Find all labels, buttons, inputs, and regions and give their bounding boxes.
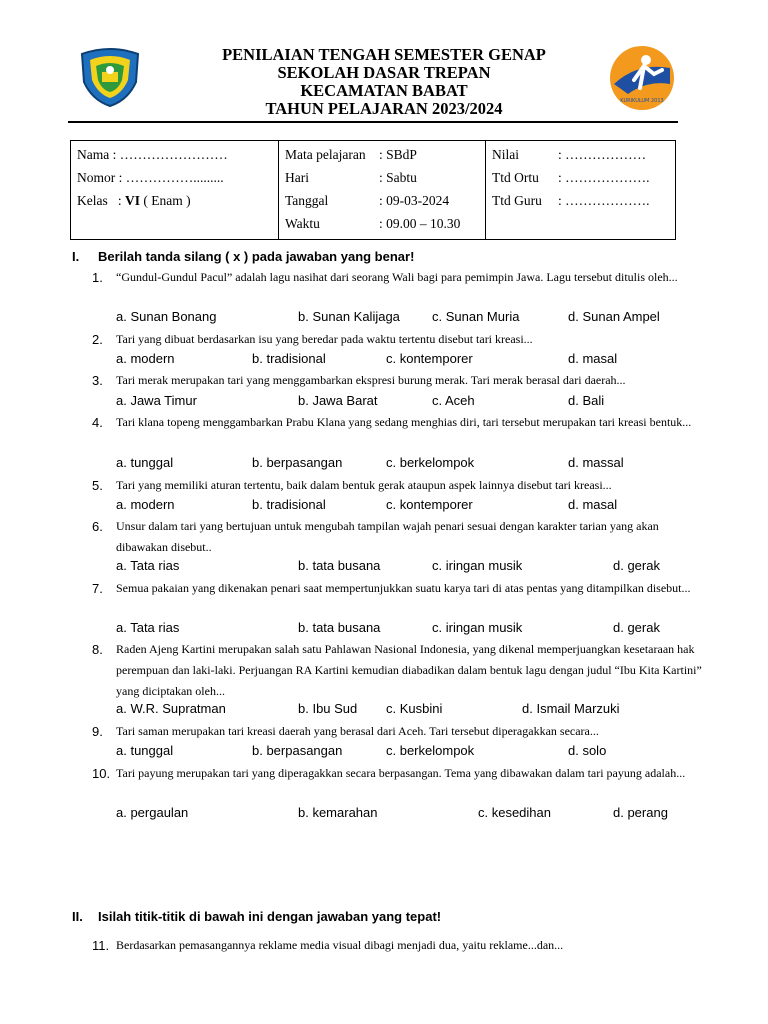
option-d[interactable]: d. massal: [568, 455, 624, 470]
option-b[interactable]: b. berpasangan: [252, 455, 343, 470]
option-a[interactable]: a. Sunan Bonang: [116, 309, 217, 324]
option-c[interactable]: c. berkelompok: [386, 743, 475, 758]
option-a[interactable]: a. modern: [116, 351, 175, 366]
option-c[interactable]: c. Aceh: [432, 393, 475, 408]
header-divider: [68, 121, 678, 123]
option-a[interactable]: a. Tata rias: [116, 620, 180, 635]
school-district-logo: [76, 46, 144, 108]
question-4-options: [116, 455, 716, 475]
teacher-signature-field: Ttd Guru : ……………….: [492, 193, 650, 208]
option-c[interactable]: c. iringan musik: [432, 620, 523, 635]
question-5-options: [116, 497, 716, 517]
option-c[interactable]: c. kontemporer: [386, 351, 473, 366]
option-b[interactable]: b. kemarahan: [298, 805, 378, 820]
option-a[interactable]: a. tunggal: [116, 743, 174, 758]
option-a[interactable]: a. Tata rias: [116, 558, 180, 573]
number-field: Nomor : …………….........: [77, 170, 224, 185]
option-a[interactable]: a. Jawa Timur: [116, 393, 197, 408]
option-b[interactable]: b. tradisional: [252, 351, 326, 366]
option-d[interactable]: d. gerak: [613, 558, 660, 573]
option-c[interactable]: c. iringan musik: [432, 558, 523, 573]
document-header: [150, 46, 618, 118]
option-b[interactable]: b. berpasangan: [252, 743, 343, 758]
question-10-options: [116, 805, 716, 825]
question-text: Tari yang dibuat berdasarkan isu yang beredar pada waktu tertentu disebut tari kreasi...: [116, 332, 533, 346]
parent-signature-field: Ttd Ortu : ……………….: [492, 170, 650, 185]
option-a[interactable]: a. tunggal: [116, 455, 174, 470]
class-value: VI: [125, 193, 141, 208]
option-a[interactable]: a. W.R. Supratman: [116, 701, 226, 716]
option-c[interactable]: c. Sunan Muria: [432, 309, 520, 324]
section-2-number: II.: [72, 909, 83, 924]
option-d[interactable]: d. solo: [568, 743, 607, 758]
identity-column-signatures: [486, 141, 676, 240]
student-identity-table: [70, 140, 676, 240]
option-c[interactable]: c. kesedihan: [478, 805, 551, 820]
header-line-2: SEKOLAH DASAR TREPAN: [277, 63, 491, 82]
question-7-options: [116, 620, 716, 640]
question-text: Semua pakaian yang dikenakan penari saat mempertunjukkan suatu karya tari di atas pentas yang ditampilkan disebut...: [116, 581, 691, 595]
option-d[interactable]: d. gerak: [613, 620, 660, 635]
option-c[interactable]: c. berkelompok: [386, 455, 475, 470]
identity-column-subject: [279, 141, 486, 240]
option-b[interactable]: b. tradisional: [252, 497, 326, 512]
question-text: Unsur dalam tari yang bertujuan untuk mengubah tampilan wajah penari sesuai dengan karakter tarian yang akan dibawakan disebut..: [116, 519, 659, 554]
score-field: Nilai : ………………: [492, 147, 647, 162]
question-text: Tari saman merupakan tari kreasi daerah yang berasal dari Aceh. Tari tersebut diperagakkan secara...: [116, 724, 599, 738]
question-9-options: [116, 743, 716, 763]
header-line-1: PENILAIAN TENGAH SEMESTER GENAP: [222, 45, 546, 64]
option-d[interactable]: d. masal: [568, 497, 618, 512]
question-8-options: [116, 701, 716, 721]
question-text: Tari payung merupakan tari yang diperagakkan secara berpasangan. Tema yang dibawakan dalam tari payung adalah...: [116, 766, 686, 780]
option-d[interactable]: d. Bali: [568, 393, 605, 408]
section-1-number: I.: [72, 249, 80, 264]
question-text: Tari klana topeng menggambarkan Prabu Klana yang sedang menghias diri, tari tersebut merupakan tari kreasi bentuk...: [116, 415, 692, 429]
subject-field: Mata pelajaran : SBdP: [285, 147, 417, 162]
option-b[interactable]: b. Ibu Sud: [298, 701, 358, 716]
header-line-4: TAHUN PELAJARAN 2023/2024: [265, 99, 503, 118]
time-field: Waktu : 09.00 – 10.30: [285, 216, 461, 231]
section-1-instruction: Berilah tanda silang ( x ) pada jawaban yang benar!: [98, 249, 415, 264]
option-c[interactable]: c. Kusbini: [386, 701, 443, 716]
question-text: Raden Ajeng Kartini merupakan salah satu Pahlawan Nasional Indonesia, yang dikenal memperjuangkan kesetaraan hak perempuan dan laki-laki. Perjuangan RA Kartini kemudian diabadikan dalam bentuk lagu dengan judul “Ibu Kita Kartini” yang diciptakan oleh...: [116, 642, 702, 698]
logo-caption: KURIKULUM 2013: [620, 98, 664, 104]
class-field: Kelas : VI ( Enam ): [77, 193, 272, 216]
question-text: Tari yang memiliki aturan tertentu, baik dalam bentuk gerak ataupun aspek lainnya disebut tari kreasi...: [116, 478, 612, 492]
section-1-heading: [72, 249, 414, 264]
question-2-options: [116, 351, 716, 371]
option-d[interactable]: d. Sunan Ampel: [568, 309, 660, 324]
day-field: Hari : Sabtu: [285, 170, 417, 185]
option-a[interactable]: a. modern: [116, 497, 175, 512]
question-3-options: [116, 393, 716, 413]
question-text: “Gundul-Gundul Pacul” adalah lagu nasihat dari seorang Wali bagi para pemimpin Jawa. Lagu tersebut ditulis oleh...: [116, 270, 678, 284]
section-2-heading: [72, 909, 441, 924]
question-text: Tari merak merupakan tari yang menggambarkan ekspresi burung merak. Tari merak berasal dari daerah...: [116, 373, 626, 387]
option-a[interactable]: a. pergaulan: [116, 805, 189, 820]
option-d[interactable]: d. Ismail Marzuki: [522, 701, 620, 716]
name-field: Nama : ……………………: [77, 147, 228, 162]
question-text: Berdasarkan pemasangannya reklame media visual dibagi menjadi dua, yaitu reklame...dan...: [116, 938, 564, 952]
section-2-instruction: Isilah titik-titik di bawah ini dengan jawaban yang tepat!: [98, 909, 442, 924]
header-line-3: KECAMATAN BABAT: [300, 81, 468, 100]
option-b[interactable]: b. tata busana: [298, 620, 381, 635]
option-d[interactable]: d. masal: [568, 351, 618, 366]
option-c[interactable]: c. kontemporer: [386, 497, 473, 512]
kurikulum-2013-logo: [608, 44, 676, 112]
date-field: Tanggal : 09-03-2024: [285, 193, 450, 208]
option-b[interactable]: b. Sunan Kalijaga: [298, 309, 400, 324]
option-d[interactable]: d. perang: [613, 805, 668, 820]
option-b[interactable]: b. Jawa Barat: [298, 393, 378, 408]
question-6-options: [116, 558, 716, 578]
question-1-options: [116, 309, 716, 329]
identity-column-student: [71, 141, 279, 240]
option-b[interactable]: b. tata busana: [298, 558, 381, 573]
